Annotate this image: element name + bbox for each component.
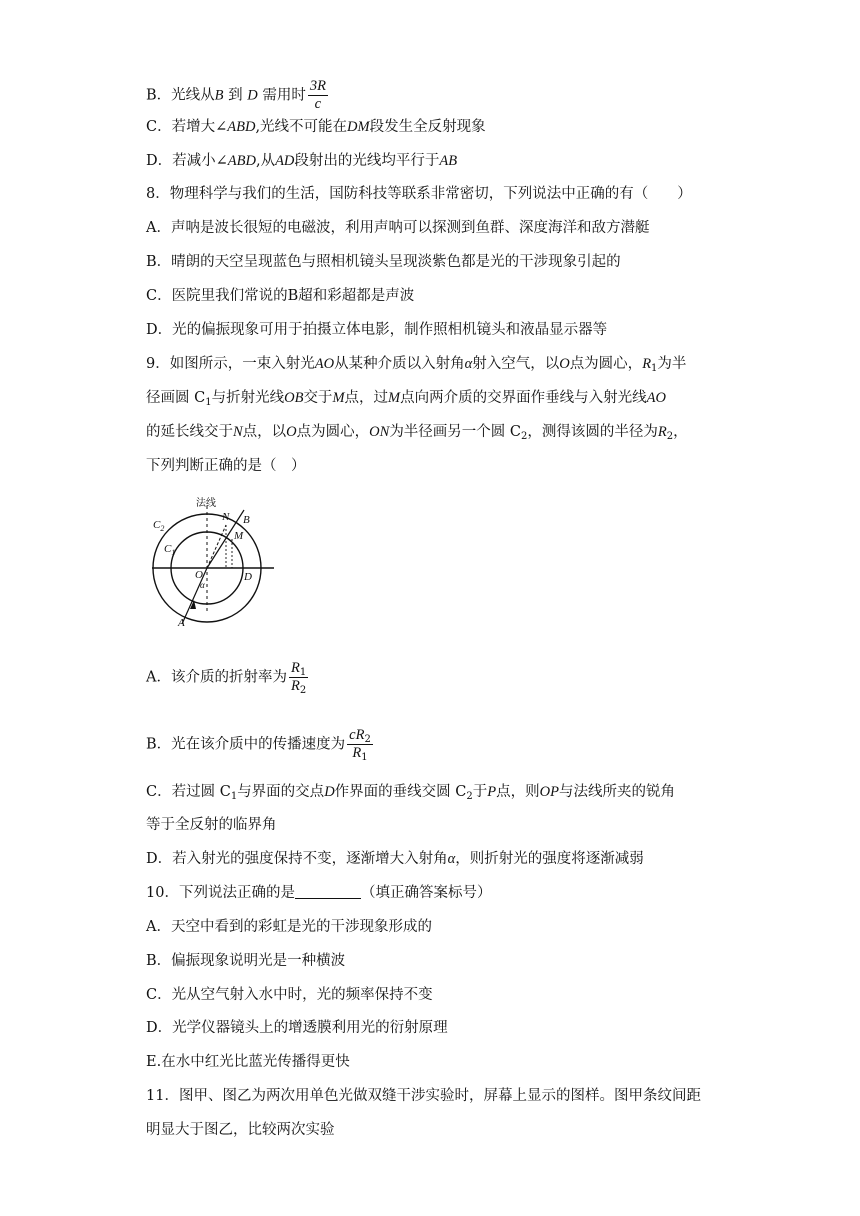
q8-option-b: B．晴朗的天空呈现蓝色与照相机镜头呈现淡紫色都是光的干涉现象引起的: [146, 254, 621, 270]
q7-option-d: [146, 151, 457, 171]
q7-option-d-prefix: D．若减小∠: [146, 153, 228, 169]
q9-c-op: OP: [539, 784, 559, 800]
q7-point-b: B: [214, 87, 224, 104]
q9-stem-line-2: [146, 388, 666, 408]
q7-segment-ad: AD: [275, 153, 295, 169]
q9-s1-d: 点为圆心，: [569, 356, 643, 372]
q9-s1-e: 为半: [657, 356, 687, 372]
q9-s2-e: 点向两介质的交界面作垂线与入射光线: [400, 390, 647, 406]
q7-option-c: [146, 117, 486, 137]
label-c1-main: C: [164, 543, 172, 555]
q9-option-a: [146, 660, 308, 695]
q9-option-b: [146, 727, 373, 762]
answer-blank[interactable]: [295, 884, 361, 899]
q7-angle-abd-2: ABD: [227, 153, 256, 169]
q9-s1-r1: R: [642, 356, 652, 372]
q8-option-c: C．医院里我们常说的B超和彩超都是声波: [146, 288, 415, 304]
q7-fraction-denominator: c: [314, 96, 322, 112]
q9-s3-c2-sub: 2: [521, 431, 528, 442]
q9-stem-line-1: [146, 354, 686, 374]
label-alpha: α: [200, 580, 205, 590]
q9-a-den-sub: 2: [299, 685, 307, 696]
q9-s3-c: 点为圆心，: [296, 424, 370, 440]
q9-s2-c1-sub: 1: [205, 397, 212, 408]
q7-option-b: [146, 78, 328, 113]
q9-c-b: 与界面的交点: [237, 784, 325, 800]
label-c2: [153, 519, 164, 533]
label-a: A: [178, 617, 185, 628]
q9-c-d: D: [324, 784, 335, 800]
q9-d-b: ，则折射光的强度将逐渐减弱: [455, 851, 644, 867]
q9-s2-a: 径画圆 C: [146, 390, 206, 406]
q9-s2-b: 与折射光线: [211, 390, 285, 406]
q7-option-b-mid: 到: [228, 87, 243, 104]
q7-point-d: D: [247, 87, 258, 104]
q9-s3-n: N: [233, 424, 243, 440]
q9-b-num-sub: 2: [364, 734, 371, 745]
q9-s3-f: ，: [673, 424, 688, 440]
q9-s3-on: ON: [369, 424, 390, 440]
q7-option-c-prefix: C．若增大∠: [146, 119, 228, 135]
q9-option-c-line-2: 等于全反射的临界角: [146, 817, 277, 833]
q9-s3-r2-sub: 2: [666, 431, 674, 442]
label-d: D: [244, 571, 252, 583]
q9-s3-b: 点，以: [242, 424, 287, 440]
q9-s2-d: 点，过: [344, 390, 389, 406]
q9-a-fraction: [289, 660, 308, 695]
label-o: O: [195, 569, 203, 581]
q9-s2-m2: M: [388, 390, 401, 406]
q9-s1-a: 9．如图所示，一束入射光: [146, 356, 315, 372]
q7-segment-ab: AB: [439, 153, 458, 169]
q9-s2-m: M: [332, 390, 345, 406]
q10-option-a: A．天空中看到的彩虹是光的干涉现象形成的: [146, 919, 432, 935]
q9-b-prefix: B．光在该介质中的传播速度为: [146, 736, 346, 753]
q9-a-num: R: [290, 660, 300, 676]
q9-s1-r1-sub: 1: [651, 363, 658, 374]
q9-c-p: P: [487, 784, 497, 800]
label-c2-main: C: [153, 519, 161, 531]
q9-s1-alpha: α: [464, 356, 473, 372]
q9-c-e: 点，则: [496, 784, 540, 800]
q7-option-c-mid: ,光线不可能在: [255, 119, 348, 135]
q9-s1-b: 从某种介质以入射角: [334, 356, 465, 372]
label-c2-sub: 2: [160, 524, 165, 533]
q9-b-den-sub: 1: [361, 752, 368, 763]
q9-a-prefix: A．该介质的折射率为: [146, 669, 287, 686]
label-n: N: [222, 511, 230, 523]
q7-option-b-prefix: B．光线从: [146, 87, 215, 104]
q9-a-den: R: [290, 678, 300, 694]
q9-option-d: [146, 849, 644, 869]
q8-option-d: D．光的偏振现象可用于拍摄立体电影，制作照相机镜头和液晶显示器等: [146, 322, 608, 338]
q7-fraction-numerator: 3R: [309, 78, 326, 94]
q9-b-fraction: [347, 727, 373, 762]
q10-option-d: D．光学仪器镜头上的增透膜利用光的衍射原理: [146, 1020, 448, 1036]
q9-a-num-sub: 1: [299, 667, 307, 678]
q9-s1-o: O: [559, 356, 570, 372]
q9-c-c2-sub: 2: [466, 791, 473, 802]
q9-s3-e: ，测得该圆的半径为: [527, 424, 658, 440]
label-c1-sub: 1: [171, 548, 176, 557]
q9-c-f: 与法线所夹的锐角: [558, 784, 675, 800]
q7-option-b-suffix: 需用时: [262, 87, 306, 104]
q9-option-c-line-1: [146, 782, 675, 802]
q9-stem-line-4: 下列判断正确的是（ ）: [146, 458, 306, 474]
q10-option-e: E.在水中红光比蓝光传播得更快: [146, 1054, 350, 1070]
q10-option-c: C．光从空气射入水中时，光的频率保持不变: [146, 987, 433, 1003]
q9-c-c1-sub: 1: [230, 791, 238, 802]
q9-b-num: cR: [349, 727, 365, 743]
label-b: B: [243, 514, 250, 526]
q8-stem: 8．物理科学与我们的生活，国防科技等联系非常密切，下列说法中正确的有（ ）: [146, 186, 692, 202]
q9-s2-c: 交于: [303, 390, 333, 406]
q9-b-den: R: [352, 745, 362, 761]
q9-c-c: 作界面的垂线交圆 C: [334, 784, 467, 800]
q9-s3-o: O: [286, 424, 297, 440]
q7-angle-abd: ABD: [227, 119, 256, 135]
q11-stem-line-2: 明显大于图乙，比较两次实验: [146, 1122, 335, 1138]
q9-figure-circles: [150, 496, 280, 628]
q7-time-fraction: [308, 78, 328, 113]
q9-s2-ao: AO: [646, 390, 666, 406]
label-normal: 法线: [196, 498, 216, 509]
q9-d-alpha: α: [447, 851, 456, 867]
q9-s1-ao: AO: [314, 356, 335, 372]
q10-stem: [146, 883, 491, 903]
q7-option-d-mid2: 段射出的光线均平行于: [294, 153, 440, 169]
q9-s2-ob: OB: [284, 390, 304, 406]
q11-stem-line-1: 11．图甲、图乙为两次用单色光做双缝干涉实验时，屏幕上显示的图样。图甲条纹间距: [146, 1088, 701, 1104]
q9-s3-r2: R: [657, 424, 667, 440]
q9-d-a: D．若入射光的强度保持不变，逐渐增大入射角: [146, 851, 448, 867]
q9-s3-a: 的延长线交于: [146, 424, 233, 440]
q10-option-b: B．偏振现象说明光是一种横波: [146, 953, 346, 969]
q10-stem-b: （填正确答案标号）: [360, 885, 492, 901]
q9-s1-c: 射入空气，以: [472, 356, 560, 372]
q7-option-d-mid: ,从: [255, 153, 276, 169]
q9-c-a: C．若过圆 C: [146, 784, 231, 800]
q10-stem-a: 10．下列说法正确的是: [146, 885, 295, 901]
q9-s3-d: 为半径画另一个圆 C: [389, 424, 522, 440]
q7-segment-dm: DM: [347, 119, 370, 135]
q9-stem-line-3: [146, 422, 688, 442]
q7-option-c-suffix: 段发生全反射现象: [369, 119, 486, 135]
q8-option-a: A．声呐是波长很短的电磁波，利用声呐可以探测到鱼群、深度海洋和敌方潜艇: [146, 220, 650, 236]
label-c1: [164, 543, 175, 557]
label-m: M: [234, 530, 244, 542]
q9-c-d-text: 于: [472, 784, 488, 800]
